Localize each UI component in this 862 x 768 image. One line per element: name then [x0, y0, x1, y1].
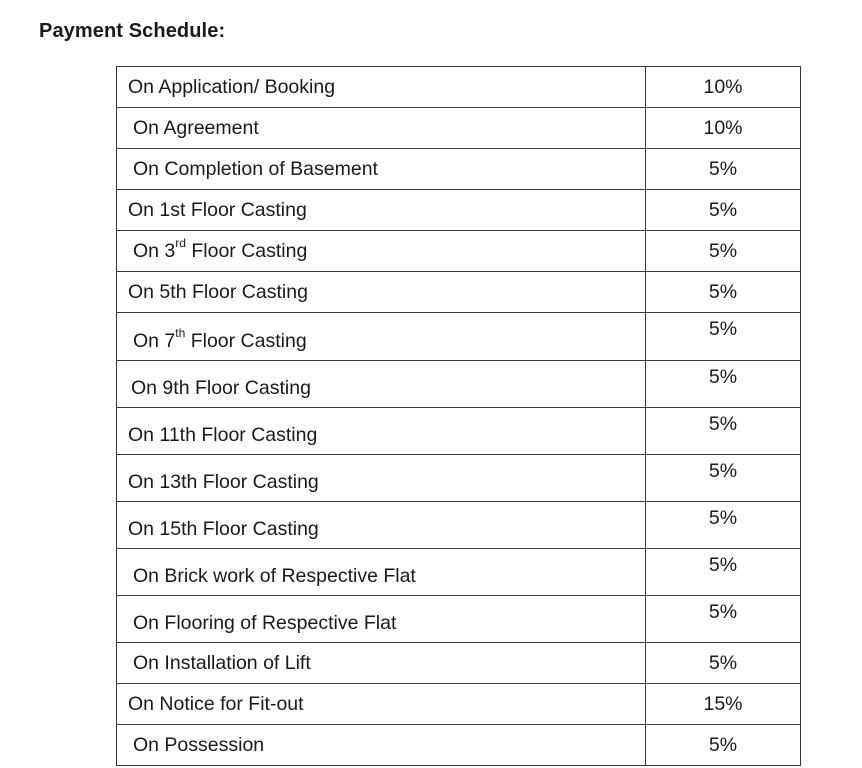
stage-cell: [117, 408, 646, 455]
table-row: [117, 596, 801, 643]
stage-cell: [117, 272, 646, 313]
percentage-cell: 5%: [646, 313, 801, 361]
table-row: [117, 361, 801, 408]
stage-text: On 3: [133, 240, 176, 262]
percentage-cell: 5%: [646, 408, 801, 455]
percentage-cell: 5%: [646, 455, 801, 502]
table-row: [117, 455, 801, 502]
table-row: [117, 313, 801, 361]
stage-text: On 1st Floor Casting: [128, 199, 307, 221]
stage-cell: [117, 549, 646, 596]
stage-text: On 11th Floor Casting: [128, 424, 318, 446]
stage-cell: [117, 149, 646, 190]
stage-cell: [117, 231, 646, 272]
stage-cell: [117, 684, 646, 725]
stage-text-suffix: Floor Casting: [185, 330, 307, 352]
stage-cell: [117, 455, 646, 502]
stage-text: On Possession: [133, 734, 265, 756]
table-row: [117, 149, 801, 190]
table-row: [117, 108, 801, 149]
stage-text: On 13th Floor Casting: [128, 471, 319, 493]
percentage-cell: 10%: [646, 108, 801, 149]
stage-cell: [117, 313, 646, 361]
percentage-cell: 5%: [646, 502, 801, 549]
page-title: Payment Schedule:: [39, 20, 226, 42]
percentage-cell: 5%: [646, 725, 801, 766]
percentage-cell: 10%: [646, 67, 801, 108]
stage-text: On 7: [133, 330, 176, 352]
stage-cell: [117, 502, 646, 549]
stage-text: On Agreement: [133, 117, 259, 139]
stage-text-suffix: Floor Casting: [185, 240, 308, 262]
stage-cell: [117, 643, 646, 684]
percentage-cell: 5%: [646, 190, 801, 231]
stage-text: On Application/ Booking: [128, 76, 336, 98]
percentage-cell: 5%: [646, 643, 801, 684]
percentage-cell: 5%: [646, 549, 801, 596]
table-row: [117, 725, 801, 766]
stage-text: On Installation of Lift: [133, 652, 311, 674]
stage-cell: [117, 108, 646, 149]
stage-cell: [117, 725, 646, 766]
stage-text: On 5th Floor Casting: [128, 281, 308, 303]
stage-cell: [117, 361, 646, 408]
stage-text: On Notice for Fit-out: [128, 693, 304, 715]
table-row: [117, 684, 801, 725]
stage-text: On 9th Floor Casting: [131, 377, 311, 399]
payment-schedule-table: [116, 66, 801, 766]
table-row: [117, 549, 801, 596]
percentage-cell: 5%: [646, 596, 801, 643]
table-row: [117, 231, 801, 272]
ordinal-superscript: th: [175, 325, 186, 340]
stage-cell: [117, 596, 646, 643]
table-row: [117, 502, 801, 549]
ordinal-superscript: rd: [175, 235, 186, 250]
table-row: [117, 408, 801, 455]
percentage-cell: 5%: [646, 272, 801, 313]
table-row: [117, 643, 801, 684]
stage-text: On Completion of Basement: [133, 158, 378, 180]
percentage-cell: 15%: [646, 684, 801, 725]
percentage-cell: 5%: [646, 231, 801, 272]
stage-text: On Flooring of Respective Flat: [133, 612, 397, 634]
stage-cell: [117, 190, 646, 231]
stage-text: On 15th Floor Casting: [128, 518, 319, 540]
percentage-cell: 5%: [646, 149, 801, 190]
stage-text: On Brick work of Respective Flat: [133, 565, 416, 587]
stage-cell: [117, 67, 646, 108]
table-row: [117, 272, 801, 313]
percentage-cell: 5%: [646, 361, 801, 408]
table-row: [117, 67, 801, 108]
table-row: [117, 190, 801, 231]
